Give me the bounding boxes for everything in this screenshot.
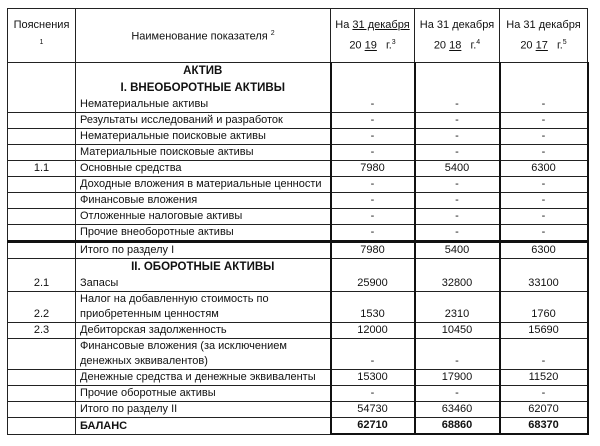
table-row	[8, 63, 588, 113]
period-prefix: На	[419, 19, 434, 32]
period-year: 18	[449, 39, 462, 52]
period-suffix: г.	[386, 39, 392, 52]
value-cell: -	[331, 386, 415, 402]
value-cell: 68860	[415, 418, 500, 435]
value-cell: 15690	[500, 323, 588, 339]
row-name	[76, 209, 331, 225]
footnote-mark: 2	[270, 30, 275, 38]
row-code	[8, 418, 76, 435]
row-code	[8, 225, 76, 242]
row-label: Дебиторская задолженность	[80, 324, 227, 336]
value-cell: 1530	[331, 292, 415, 323]
row-name	[76, 161, 331, 177]
row-label: Финансовые вложения	[80, 194, 198, 206]
period-day: 31 декабря	[436, 19, 495, 32]
notes-label: Пояснения	[13, 19, 70, 32]
footnote-mark: 5	[562, 39, 567, 47]
value-cell: 62710	[331, 418, 415, 435]
row-code	[8, 177, 76, 193]
row-name	[76, 242, 331, 259]
value-cell: 15300	[331, 370, 415, 386]
row-code	[8, 339, 76, 370]
row-code: 1.1	[8, 161, 76, 177]
row-code	[8, 370, 76, 386]
value-cell: -	[500, 339, 588, 370]
row-name	[76, 370, 331, 386]
row-label: БАЛАНС	[80, 419, 128, 432]
value-cell: 54730	[331, 402, 415, 418]
value-cell: 68370	[500, 418, 588, 435]
period-suffix: г.	[470, 39, 477, 52]
row-name	[76, 177, 331, 193]
table-row	[8, 193, 588, 209]
row-label: Нематериальные активы	[80, 98, 209, 110]
header-row	[8, 9, 588, 63]
period-century: 20	[433, 39, 447, 52]
period-header-2019	[331, 9, 415, 63]
period-prefix: На	[335, 19, 350, 32]
row-code	[8, 209, 76, 225]
value-cell: 12000	[331, 323, 415, 339]
footnote-mark: 1	[39, 39, 44, 47]
table-row	[8, 145, 588, 161]
value-cell: 63460	[415, 402, 500, 418]
value-cell: 1760	[500, 292, 588, 323]
value-cell: -	[415, 225, 500, 242]
row-name	[76, 225, 331, 242]
table-row	[8, 370, 588, 386]
value-cell: 7980	[331, 242, 415, 259]
value-cell: -	[415, 145, 500, 161]
row-code: 2.1	[8, 259, 76, 292]
table-row	[8, 292, 588, 323]
row-label: Нематериальные поисковые активы	[80, 130, 266, 142]
row-name	[76, 402, 331, 418]
notes-header	[8, 9, 76, 63]
table-row	[8, 242, 588, 259]
table-body	[8, 63, 588, 435]
value-cell: -	[331, 209, 415, 225]
value-cell: -	[331, 177, 415, 193]
table-row	[8, 177, 588, 193]
value-cell: -	[415, 386, 500, 402]
row-label: Запасы	[80, 277, 119, 289]
table-row	[8, 386, 588, 402]
table-row	[8, 418, 588, 435]
row-code	[8, 63, 76, 113]
value-cell: -	[415, 177, 500, 193]
value-cell: -	[331, 193, 415, 209]
period-year: 17	[535, 39, 548, 52]
period-header-2018	[415, 9, 500, 63]
row-label: Отложенные налоговые активы	[80, 210, 243, 222]
row-code	[8, 242, 76, 259]
period-year: 19	[364, 39, 377, 52]
table-row	[8, 339, 588, 370]
value-cell: -	[500, 386, 588, 402]
period-century: 20	[520, 39, 533, 52]
value-cell: -	[331, 225, 415, 242]
period-suffix: г.	[557, 39, 563, 52]
table-row	[8, 129, 588, 145]
value-cell: -	[415, 63, 500, 113]
value-cell: 6300	[500, 161, 588, 177]
value-cell: -	[331, 145, 415, 161]
row-code: 2.2	[8, 292, 76, 323]
row-name	[76, 193, 331, 209]
value-cell: -	[331, 113, 415, 129]
row-label: Результаты исследований и разработок	[80, 114, 283, 126]
row-code	[8, 402, 76, 418]
value-cell: 2310	[415, 292, 500, 323]
value-cell: 5400	[415, 242, 500, 259]
period-header-2017	[500, 9, 588, 63]
section-heading: I. ВНЕОБОРОТНЫЕ АКТИВЫ	[120, 82, 285, 94]
row-name	[76, 386, 331, 402]
row-code	[8, 193, 76, 209]
value-cell: -	[500, 145, 588, 161]
row-code	[8, 129, 76, 145]
row-name	[76, 418, 331, 435]
row-name	[76, 145, 331, 161]
value-cell: 25900	[331, 259, 415, 292]
table-row	[8, 225, 588, 242]
value-cell: -	[500, 225, 588, 242]
table-row	[8, 323, 588, 339]
row-code	[8, 386, 76, 402]
value-cell: -	[415, 193, 500, 209]
name-label: Наименование показателя	[131, 30, 268, 43]
row-name	[76, 129, 331, 145]
value-cell: 62070	[500, 402, 588, 418]
row-code: 2.3	[8, 323, 76, 339]
section-heading: II. ОБОРОТНЫЕ АКТИВЫ	[131, 261, 275, 273]
row-label: Итого по разделу II	[80, 403, 178, 415]
value-cell: -	[331, 63, 415, 113]
value-cell: -	[500, 177, 588, 193]
value-cell: -	[500, 209, 588, 225]
value-cell: 6300	[500, 242, 588, 259]
row-label: Материальные поисковые активы	[80, 146, 254, 158]
value-cell: -	[415, 209, 500, 225]
row-label: Основные средства	[80, 162, 182, 174]
row-name	[76, 259, 331, 292]
value-cell: -	[331, 129, 415, 145]
value-cell: -	[500, 63, 588, 113]
row-name	[76, 113, 331, 129]
footnote-mark: 4	[476, 39, 481, 47]
value-cell: 10450	[415, 323, 500, 339]
value-cell: -	[500, 113, 588, 129]
value-cell: -	[415, 339, 500, 370]
table-row	[8, 161, 588, 177]
row-name	[76, 339, 331, 370]
name-header	[76, 9, 331, 63]
row-code	[8, 145, 76, 161]
row-label: Доходные вложения в материальные ценности	[80, 178, 322, 190]
table-row	[8, 402, 588, 418]
value-cell: -	[331, 339, 415, 370]
row-label: Прочие внеоборотные активы	[80, 226, 234, 238]
row-label: Финансовые вложения (за исключением денежных эквивалентов)	[80, 340, 287, 367]
period-century: 20	[349, 39, 362, 52]
value-cell: -	[415, 113, 500, 129]
table-row	[8, 209, 588, 225]
row-code	[8, 113, 76, 129]
value-cell: 32800	[415, 259, 500, 292]
row-label: Налог на добавленную стоимость по приобретенным ценностям	[80, 293, 269, 320]
footnote-mark: 3	[391, 39, 396, 47]
value-cell: 33100	[500, 259, 588, 292]
balance-sheet-table	[7, 8, 589, 435]
row-name	[76, 63, 331, 113]
value-cell: 7980	[331, 161, 415, 177]
section-heading: АКТИВ	[183, 65, 223, 77]
value-cell: 11520	[500, 370, 588, 386]
table-row	[8, 113, 588, 129]
value-cell: 17900	[415, 370, 500, 386]
row-label: Денежные средства и денежные эквиваленты	[80, 371, 316, 383]
table-row	[8, 259, 588, 292]
row-name	[76, 292, 331, 323]
value-cell: -	[415, 129, 500, 145]
period-day: 31 декабря	[352, 19, 410, 32]
row-label: Прочие оборотные активы	[80, 387, 216, 399]
period-day: 31 декабря	[523, 19, 581, 32]
value-cell: 5400	[415, 161, 500, 177]
value-cell: -	[500, 129, 588, 145]
row-label: Итого по разделу I	[80, 244, 175, 256]
period-prefix: На	[506, 19, 521, 32]
value-cell: -	[500, 193, 588, 209]
row-name	[76, 323, 331, 339]
